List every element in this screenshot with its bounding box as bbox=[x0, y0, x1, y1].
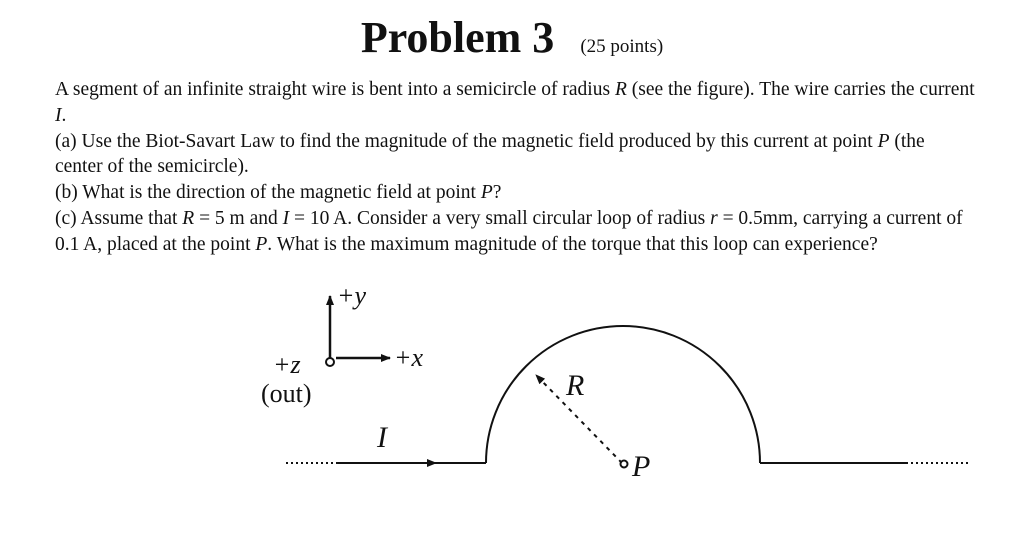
radius-label: R bbox=[566, 369, 585, 402]
axis-y-label: +y bbox=[337, 281, 367, 310]
current-label: I bbox=[377, 421, 387, 454]
part-b: (b) What is the direction of the magnetic field at point P? bbox=[55, 182, 502, 204]
axis-z-label: +z bbox=[273, 350, 301, 379]
problem-intro: A segment of an infinite straight wire is bent into a semicircle of radius R (see the figure). The wire carries the current I. bbox=[55, 79, 975, 126]
axes-indicator bbox=[261, 281, 424, 408]
center-point-label: P bbox=[632, 450, 651, 483]
problem-title: Problem 3 bbox=[360, 13, 555, 62]
bent-wire bbox=[286, 326, 968, 463]
z-axis-out-icon bbox=[326, 358, 334, 366]
axis-x-label: +x bbox=[394, 343, 424, 372]
part-a: (a) Use the Biot-Savart Law to find the magnitude of the magnetic field produced by this current at point P (the center of the semicircle). bbox=[55, 130, 925, 178]
problem-points: (25 points) bbox=[580, 36, 664, 57]
center-point-marker bbox=[621, 461, 628, 468]
wire-semicircle bbox=[486, 326, 760, 463]
axis-z-note: (out) bbox=[261, 379, 312, 408]
part-c: (c) Assume that R = 5 m and I = 10 A. Consider a very small circular loop of radius r = 0.5mm, carrying a current of 0.1 A, placed at the point P. What is the maximum magnitude of the torque that this loop can experience? bbox=[55, 207, 963, 255]
